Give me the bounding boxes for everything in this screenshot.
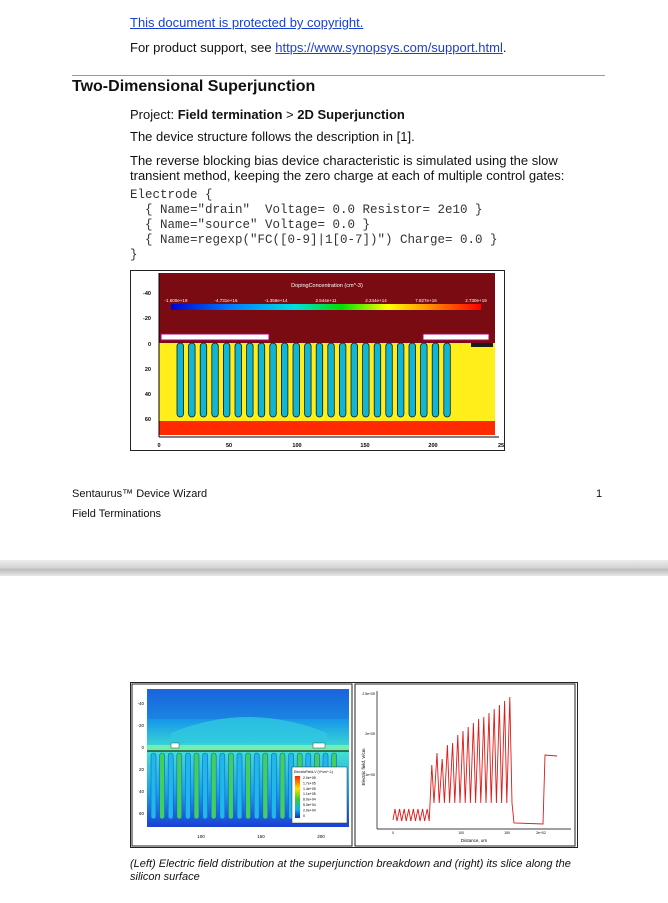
legend-entry: 2.0e+04 — [303, 808, 316, 813]
p-pillar — [386, 343, 393, 417]
right-x-tick: 150 — [504, 831, 510, 835]
p-pillar — [363, 343, 370, 417]
y-tick-label: -20 — [143, 316, 151, 322]
colorbar-tick: 2.730e+19 — [465, 298, 487, 303]
p-pillar — [258, 343, 265, 417]
project-label: Project: — [130, 107, 178, 122]
x-tick-label: 0 — [157, 443, 161, 449]
colorbar-tick: -1.356e+14 — [264, 298, 288, 303]
footer-chapter: Field Terminations — [72, 508, 162, 520]
colorbar-tick: -1.600e+19 — [164, 298, 188, 303]
left-y-tick: -20 — [137, 723, 144, 728]
p-pillar — [328, 343, 335, 417]
section-rule — [72, 75, 605, 76]
field-pillar — [220, 753, 225, 819]
field-pillar — [151, 753, 156, 819]
field-pillar — [228, 753, 233, 819]
p-pillar — [223, 343, 230, 417]
support-line — [130, 40, 506, 55]
right-y-tick: 2e+05 — [365, 732, 375, 736]
right-xlabel: Distance, um — [460, 838, 488, 843]
electric-field-plots — [131, 683, 577, 847]
x-tick-label: 25 — [497, 443, 504, 449]
section-title: Two-Dimensional Superjunction — [72, 78, 316, 95]
code-line: } — [130, 248, 138, 262]
colorbar-title: DopingConcentration (cm^-3) — [291, 283, 363, 289]
field-plate-right — [423, 334, 489, 340]
legend-box — [292, 767, 347, 823]
p-pillar — [247, 343, 254, 417]
legend-entry: 1.1e+05 — [303, 792, 316, 797]
support-link[interactable]: https://www.synopsys.com/support.html — [275, 40, 503, 55]
project-path-1: Field termination — [177, 107, 283, 122]
p-pillar — [200, 343, 207, 417]
p-pillar — [409, 343, 416, 417]
field-pillar — [254, 753, 259, 819]
p-pillar — [421, 343, 428, 417]
footer-product: Sentaurus™ Device Wizard — [72, 488, 208, 500]
left-y-tick: -40 — [137, 701, 144, 706]
p-pillar — [235, 343, 242, 417]
field-pillar — [271, 753, 276, 819]
left-y-tick: 0 — [141, 745, 144, 750]
field-pillar — [185, 753, 190, 819]
support-prefix: For product support, see — [130, 40, 276, 55]
p-pillar — [444, 343, 451, 417]
right-x-tick: 100 — [458, 831, 464, 835]
colorbar-tick: 2.544e+11 — [315, 298, 337, 303]
p-pillar — [316, 343, 323, 417]
field-pillar — [211, 753, 216, 819]
field-pillar — [160, 753, 165, 819]
p-pillar — [339, 343, 346, 417]
field-pillar — [280, 753, 285, 819]
electric-field-figure — [130, 682, 578, 848]
y-tick-label: -40 — [143, 291, 151, 297]
project-sep: > — [282, 107, 298, 122]
code-line: { Name="drain" Voltage= 0.0 Resistor= 2e10 } — [130, 203, 483, 217]
left-x-tick: 100 — [197, 834, 205, 839]
legend-entry: 1.4e+05 — [303, 786, 316, 791]
legend-entry: 8.0e+04 — [303, 797, 316, 802]
colorbar-tick: -4.731e+16 — [214, 298, 238, 303]
x-tick-label: 200 — [428, 443, 438, 449]
left-x-tick: 200 — [317, 834, 325, 839]
p-pillar — [281, 343, 288, 417]
left-y-tick: 20 — [138, 767, 144, 772]
legend-title: ElectricField-V (V*cm^-1) — [294, 770, 333, 774]
right-panel — [355, 684, 575, 846]
left-x-tick: 150 — [257, 834, 265, 839]
field-pillar — [237, 753, 242, 819]
x-tick-label: 150 — [360, 443, 370, 449]
doping-concentration-figure — [130, 270, 505, 451]
project-line — [130, 107, 405, 122]
y-tick-label: 20 — [144, 367, 151, 373]
p-pillar — [293, 343, 300, 417]
field-plate-left — [161, 334, 269, 340]
paragraph-1: The device structure follows the description in [1]. — [130, 129, 415, 144]
left-y-tick: 40 — [138, 789, 144, 794]
p-pillar — [212, 343, 219, 417]
x-tick-label: 100 — [292, 443, 302, 449]
copyright-link[interactable]: This document is protected by copyright. — [130, 15, 364, 30]
code-block — [130, 188, 498, 263]
p-pillar — [374, 343, 381, 417]
support-suffix: . — [502, 40, 507, 55]
p-pillar — [351, 343, 358, 417]
y-tick-label: 60 — [144, 417, 151, 423]
paragraph-2-line-1: The reverse blocking bias device characteristic is simulated using the slow — [130, 153, 558, 168]
code-line: { Name="source" Voltage= 0.0 } — [130, 218, 371, 232]
code-line: { Name=regexp("FC([0-9]|1[0-7])") Charge= 0.0 } — [130, 233, 498, 247]
drain-contact — [471, 343, 493, 347]
field-pillar — [203, 753, 208, 819]
right-ylabel: Electric field, V/cm — [361, 748, 366, 786]
left-y-tick: 60 — [138, 811, 144, 816]
code-line: Electrode { — [130, 188, 213, 202]
field-pillar — [194, 753, 199, 819]
field-pillar — [177, 753, 182, 819]
figure-caption: (Left) Electric field distribution at the superjunction breakdown and (right) its slice along the silicon surface — [130, 858, 571, 883]
p-pillar — [397, 343, 404, 417]
page-separator — [0, 560, 668, 576]
footer-page-number: 1 — [596, 488, 603, 500]
p-pillar — [177, 343, 184, 417]
p-pillar — [270, 343, 277, 417]
right-x-tick: 0 — [392, 831, 394, 835]
right-y-tick: 2.5e+05 — [362, 692, 375, 696]
legend-entry: 0 — [303, 813, 305, 818]
p-pillar — [305, 343, 312, 417]
colorbar — [171, 304, 481, 310]
y-tick-label: 0 — [147, 342, 151, 348]
substrate-region — [159, 421, 495, 435]
right-y-tick: 1e+05 — [365, 773, 375, 777]
right-x-tick: 2e+02 — [536, 831, 546, 835]
project-path-2: 2D Superjunction — [297, 107, 405, 122]
legend-entry: 2.0e+05 — [303, 776, 316, 780]
colorbar-tick: 2.244e+14 — [365, 298, 387, 303]
p-pillar — [432, 343, 439, 417]
legend-entry: 1.7e+05 — [303, 781, 316, 786]
paragraph-2-line-2: transient method, keeping the zero charge at each of multiple control gates: — [130, 168, 565, 183]
doping-plot — [131, 271, 504, 450]
y-tick-label: 40 — [144, 392, 151, 398]
colorbar-tick: 7.827e+16 — [415, 298, 437, 303]
p-pillar — [189, 343, 196, 417]
x-tick-label: 50 — [225, 443, 233, 449]
field-pillar — [246, 753, 251, 819]
field-pillar — [168, 753, 173, 819]
field-pillar — [263, 753, 268, 819]
legend-entry: 5.0e+04 — [303, 803, 316, 807]
